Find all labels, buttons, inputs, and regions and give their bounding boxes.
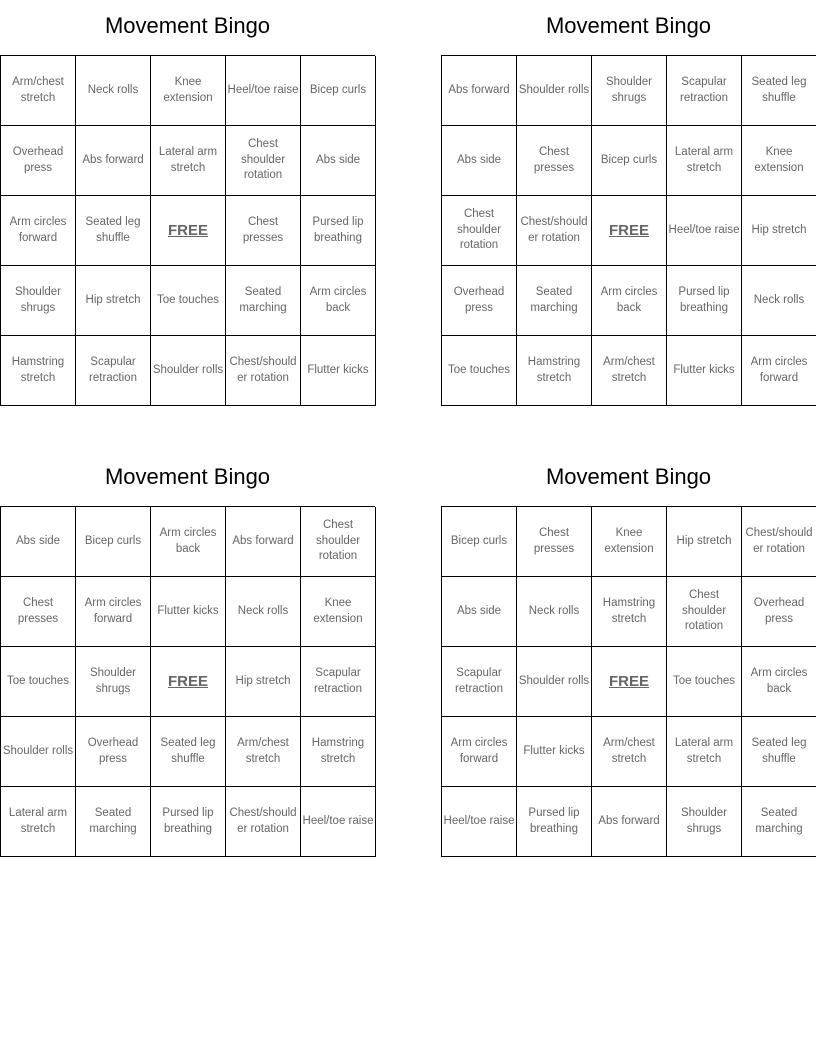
bingo-cell: Chest/shoulder rotation (226, 787, 301, 857)
bingo-cell: Arm circles forward (742, 336, 816, 406)
bingo-cell: Hip stretch (667, 507, 742, 577)
bingo-cell: Abs side (442, 577, 517, 647)
bingo-cell: Shoulder rolls (517, 56, 592, 126)
bingo-cell: Flutter kicks (301, 336, 376, 406)
bingo-cell: Toe touches (1, 647, 76, 717)
bingo-cell: Shoulder rolls (517, 647, 592, 717)
bingo-cell: Arm circles forward (442, 717, 517, 787)
bingo-cell: Lateral arm stretch (151, 126, 226, 196)
bingo-grid (441, 55, 816, 406)
bingo-cell: Pursed lip breathing (667, 266, 742, 336)
bingo-cell: Neck rolls (742, 266, 816, 336)
bingo-grid (0, 506, 375, 857)
bingo-cell: Arm/chest stretch (226, 717, 301, 787)
bingo-cell: Lateral arm stretch (1, 787, 76, 857)
bingo-cell: Arm circles forward (76, 577, 151, 647)
bingo-cell: Chest shoulder rotation (667, 577, 742, 647)
bingo-cell: Scapular retraction (301, 647, 376, 717)
bingo-grid (441, 506, 816, 857)
bingo-cell: Overhead press (442, 266, 517, 336)
bingo-cell: Hamstring stretch (517, 336, 592, 406)
bingo-cell: Chest shoulder rotation (442, 196, 517, 266)
bingo-cell: Neck rolls (76, 56, 151, 126)
card-title: Movement Bingo (545, 464, 712, 489)
bingo-cell: Chest shoulder rotation (226, 126, 301, 196)
bingo-cell: Abs forward (76, 126, 151, 196)
bingo-cell: Abs forward (442, 56, 517, 126)
bingo-cell: Flutter kicks (151, 577, 226, 647)
bingo-cell: Scapular retraction (442, 647, 517, 717)
bingo-cell: Shoulder rolls (1, 717, 76, 787)
bingo-cell: Bicep curls (76, 507, 151, 577)
bingo-cell: Seated marching (517, 266, 592, 336)
bingo-cell: Seated marching (226, 266, 301, 336)
card-title: Movement Bingo (104, 13, 271, 38)
bingo-cell: Arm circles back (151, 507, 226, 577)
bingo-cell: Seated marching (742, 787, 816, 857)
card-title: Movement Bingo (545, 13, 712, 38)
bingo-cell: Hip stretch (76, 266, 151, 336)
bingo-cell: Arm/chest stretch (592, 336, 667, 406)
bingo-cell: Knee extension (151, 56, 226, 126)
bingo-cell: Abs forward (592, 787, 667, 857)
bingo-cell: Abs side (442, 126, 517, 196)
bingo-cell: Shoulder shrugs (76, 647, 151, 717)
bingo-cell: Abs side (1, 507, 76, 577)
bingo-cell: Chest presses (1, 577, 76, 647)
free-space: FREE (151, 196, 226, 266)
bingo-cell: Arm circles forward (1, 196, 76, 266)
bingo-cell: Flutter kicks (517, 717, 592, 787)
bingo-cell: Shoulder shrugs (667, 787, 742, 857)
bingo-cell: Bicep curls (442, 507, 517, 577)
bingo-cell: Overhead press (742, 577, 816, 647)
bingo-cell: Abs forward (226, 507, 301, 577)
card-title: Movement Bingo (104, 464, 271, 489)
bingo-cell: Pursed lip breathing (301, 196, 376, 266)
bingo-cell: Pursed lip breathing (517, 787, 592, 857)
bingo-cell: Seated leg shuffle (151, 717, 226, 787)
bingo-cell: Hamstring stretch (1, 336, 76, 406)
bingo-cell: Chest/shoulder rotation (517, 196, 592, 266)
bingo-cell: Hip stretch (226, 647, 301, 717)
free-space: FREE (592, 647, 667, 717)
bingo-cell: Heel/toe raise (442, 787, 517, 857)
bingo-cell: Chest/shoulder rotation (742, 507, 816, 577)
bingo-cell: Heel/toe raise (226, 56, 301, 126)
bingo-cell: Knee extension (301, 577, 376, 647)
bingo-cell: Knee extension (592, 507, 667, 577)
bingo-cell: Abs side (301, 126, 376, 196)
free-space: FREE (592, 196, 667, 266)
bingo-cell: Knee extension (742, 126, 816, 196)
bingo-cell: Shoulder shrugs (592, 56, 667, 126)
bingo-cell: Neck rolls (226, 577, 301, 647)
bingo-cell: Toe touches (442, 336, 517, 406)
bingo-cell: Overhead press (76, 717, 151, 787)
bingo-cell: Chest presses (517, 507, 592, 577)
bingo-cell: Seated leg shuffle (76, 196, 151, 266)
bingo-cell: Neck rolls (517, 577, 592, 647)
bingo-cell: Seated leg shuffle (742, 56, 816, 126)
bingo-cell: Toe touches (151, 266, 226, 336)
bingo-cell: Lateral arm stretch (667, 126, 742, 196)
bingo-cell: Arm/chest stretch (592, 717, 667, 787)
bingo-cell: Chest shoulder rotation (301, 507, 376, 577)
bingo-cell: Hamstring stretch (592, 577, 667, 647)
bingo-cell: Chest/shoulder rotation (226, 336, 301, 406)
bingo-cell: Arm circles back (301, 266, 376, 336)
bingo-cell: Pursed lip breathing (151, 787, 226, 857)
bingo-cell: Overhead press (1, 126, 76, 196)
bingo-cell: Lateral arm stretch (667, 717, 742, 787)
bingo-cell: Shoulder rolls (151, 336, 226, 406)
bingo-cell: Flutter kicks (667, 336, 742, 406)
bingo-cell: Bicep curls (592, 126, 667, 196)
bingo-cell: Hamstring stretch (301, 717, 376, 787)
bingo-cell: Seated marching (76, 787, 151, 857)
bingo-cell: Toe touches (667, 647, 742, 717)
bingo-cell: Arm circles back (742, 647, 816, 717)
bingo-cell: Chest presses (517, 126, 592, 196)
bingo-cell: Heel/toe raise (301, 787, 376, 857)
bingo-cell: Shoulder shrugs (1, 266, 76, 336)
bingo-cell: Seated leg shuffle (742, 717, 816, 787)
bingo-grid (0, 55, 375, 406)
bingo-cell: Scapular retraction (76, 336, 151, 406)
bingo-cell: Hip stretch (742, 196, 816, 266)
bingo-cell: Arm/chest stretch (1, 56, 76, 126)
bingo-cell: Arm circles back (592, 266, 667, 336)
bingo-cell: Bicep curls (301, 56, 376, 126)
free-space: FREE (151, 647, 226, 717)
bingo-cell: Heel/toe raise (667, 196, 742, 266)
bingo-cell: Scapular retraction (667, 56, 742, 126)
bingo-cell: Chest presses (226, 196, 301, 266)
